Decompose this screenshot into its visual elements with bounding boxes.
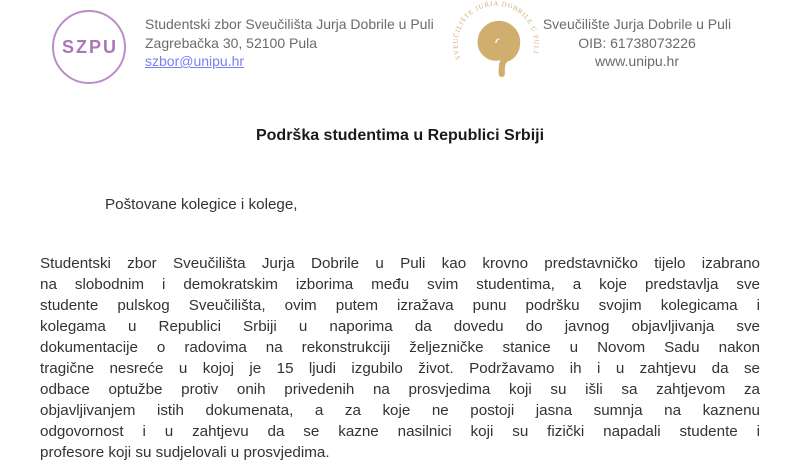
sender-address: Zagrebačka 30, 52100 Pula <box>145 34 318 51</box>
sender-contact-block <box>145 15 434 71</box>
university-name: Sveučilište Jurja Dobrile u Puli <box>542 16 732 32</box>
sender-name: Studentski zbor Sveučilišta Jurja Dobrile u Puli <box>145 16 434 32</box>
body-line: na slobodnim i demokratskim izborima među svim studentima, a koje predstavlja sve <box>40 276 760 293</box>
letter-title: Podrška studentima u Republici Srbiji <box>255 127 545 144</box>
body-line-clipped: profesore koji su sudjelovali u prosvjedima. <box>40 444 330 461</box>
university-contact-block <box>522 15 752 71</box>
body-line: Studentski zbor Sveučilišta Jurja Dobrile u Puli kao krovno predstavničko tijelo izabrano <box>40 255 760 272</box>
spiral-icon <box>481 24 517 74</box>
body-line: odbace optužbe protiv onih privedenih na prosvjedima koji su išli sa zahtjevom za <box>40 381 760 398</box>
letter-greeting: Poštovane kolegice i kolege, <box>105 196 298 213</box>
body-line: studente pulskog Sveučilišta, ovim putem izražava punu podršku svojim kolegicama i <box>40 297 760 314</box>
body-line: objavljivanjem istih dokumenata, a za koje ne postoji jasna sumnja na kaznenu <box>40 402 760 419</box>
sender-email-link[interactable]: szbor@unipu.hr <box>145 53 245 69</box>
body-line: tragične nesreće u kojoj je 15 ljudi izgubilo život. Podržavamo ih i u zahtjevu da se <box>40 360 760 377</box>
letter-body <box>40 253 760 463</box>
university-oib: OIB: 61738073226 <box>578 34 696 51</box>
body-line: kolegama u Republici Srbiji u naporima da dovedu do javnog objavljivanja sve <box>40 318 760 335</box>
body-line: dokumentacije o radovima na rekonstrukciji željezničke stanice u Novom Sadu nakon <box>40 339 760 356</box>
university-website: www.unipu.hr <box>594 53 680 69</box>
szpu-logo-text: SZPU <box>61 36 118 57</box>
unipu-ring-text: SVEUČILIŠTE JURJA DOBRILE U PULI <box>452 1 540 61</box>
body-line: odgovornost i u zahtjevu da se kazne nasilnici koji su fizički napadali studente i <box>40 423 760 440</box>
szpu-logo <box>52 10 126 84</box>
